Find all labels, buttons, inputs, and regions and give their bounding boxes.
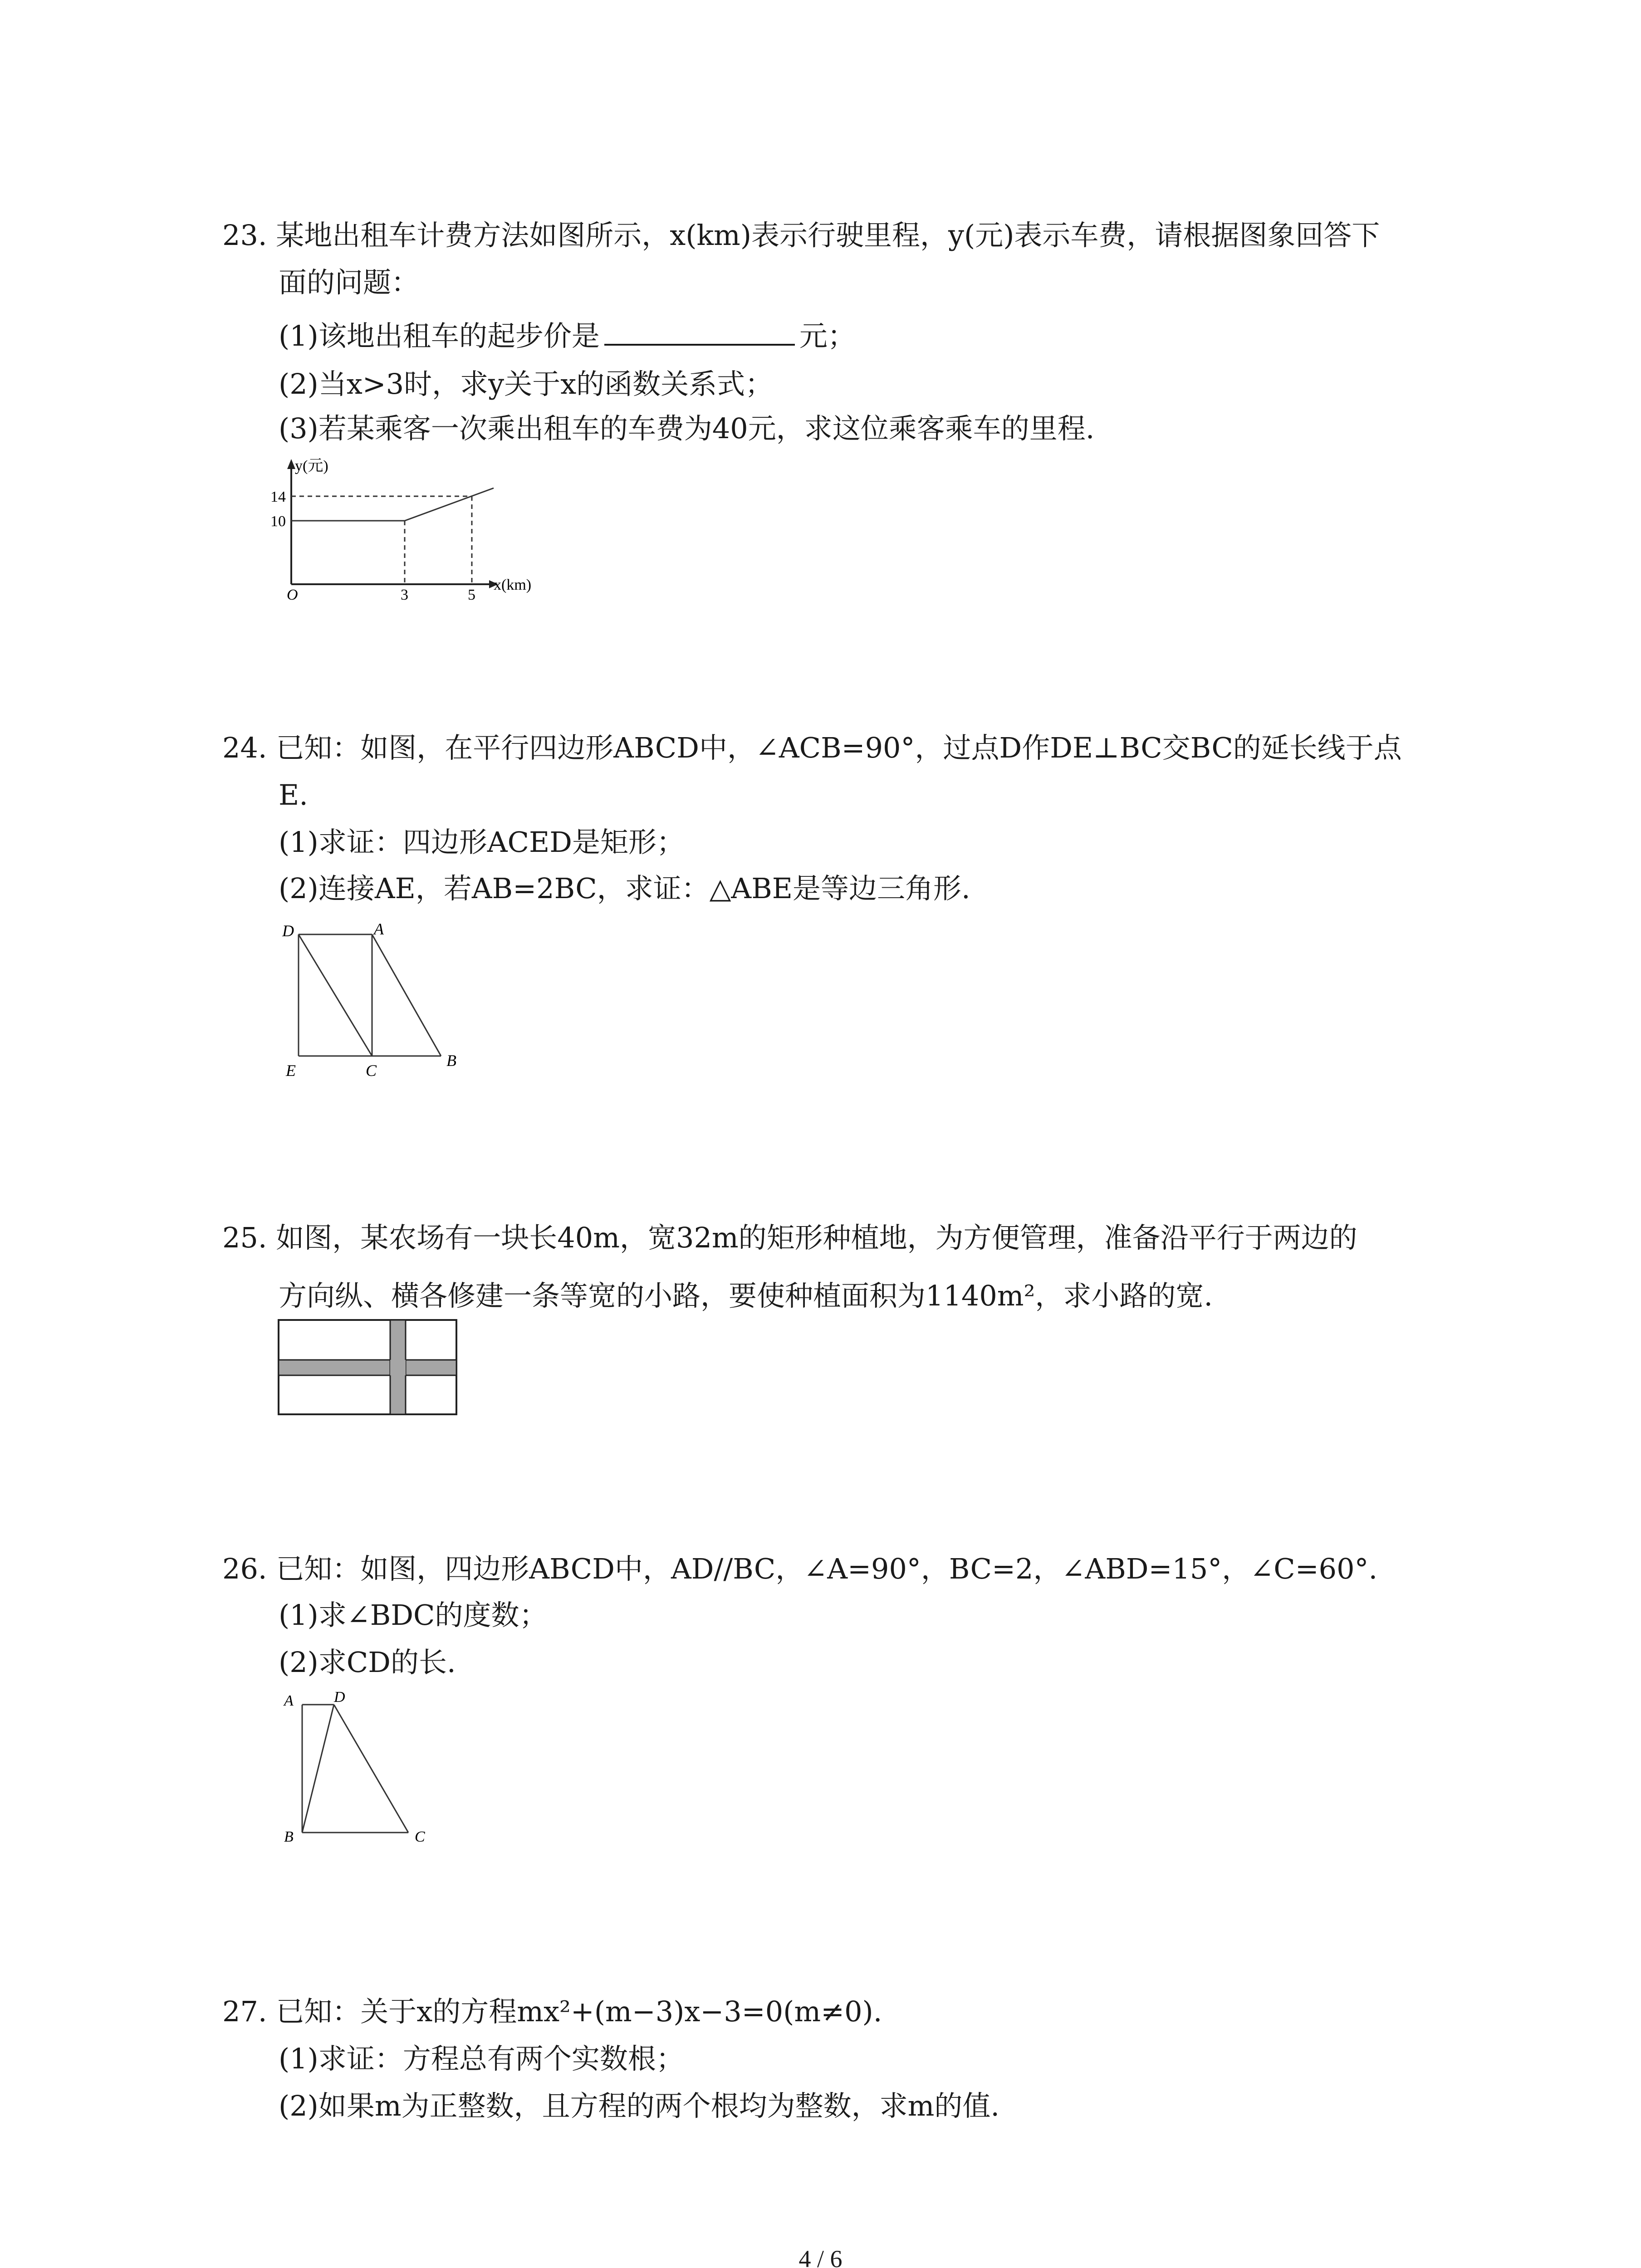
q23-part1-text: (1)该地出租车的起步价是 <box>279 319 600 352</box>
q23-answer-blank[interactable] <box>604 318 795 346</box>
q23-x-tick-5: 5 <box>468 587 475 603</box>
q23-y-tick-14: 14 <box>270 489 286 505</box>
q26-part2: (2)求CD的长. <box>279 1646 456 1679</box>
q26-quadrilateral-figure <box>277 1687 449 1851</box>
q24-part1: (1)求证：四边形ACED是矩形； <box>279 826 685 859</box>
page-number: 4 / 6 <box>798 2245 843 2268</box>
q24-label-b: B <box>446 1051 456 1070</box>
q27-part2: (2)如果m为正整数，且方程的两个根均为整数，求m的值. <box>279 2089 1000 2122</box>
q23-fare-graph <box>272 454 554 603</box>
q26-intro: 26. 已知：如图，四边形ABCD中，AD//BC，∠A=90°，BC=2，∠ABD=15°，∠C=60°. <box>222 1552 1378 1585</box>
q23-x-tick-3: 3 <box>401 587 408 603</box>
q26-label-a: A <box>284 1692 294 1709</box>
q26-label-b: B <box>284 1828 294 1845</box>
q24-intro-line1: 24. 已知：如图，在平行四边形ABCD中，∠ACB=90°，过点D作DE⊥BC交BC的延长线于点 <box>222 731 1402 764</box>
q23-part2: (2)当x>3时，求y关于x的函数关系式； <box>279 367 774 401</box>
q24-intro-line2: E. <box>279 778 308 811</box>
q23-y-axis-label: y(元) <box>295 458 328 474</box>
q23-x-axis-label: x(km) <box>494 577 532 593</box>
q23-y-tick-10: 10 <box>270 513 286 530</box>
q23-part1-unit: 元； <box>799 319 856 352</box>
q24-label-e: E <box>286 1061 296 1080</box>
q26-label-d: D <box>334 1689 345 1706</box>
q25-line2: 方向纵、横各修建一条等宽的小路，要使种植面积为1140m²，求小路的宽. <box>279 1279 1213 1312</box>
q26-label-c: C <box>415 1828 425 1845</box>
q24-parallelogram-figure <box>272 916 481 1089</box>
q24-label-d: D <box>282 922 294 940</box>
q23-intro-line1: 23. 某地出租车计费方法如图所示，x(km)表示行驶里程，y(元)表示车费，请根据图象回答下 <box>222 219 1380 252</box>
q23-part3: (3)若某乘客一次乘出租车的车费为40元，求这位乘客乘车的里程. <box>279 412 1095 445</box>
q23-origin-label: O <box>287 587 298 603</box>
q24-part2: (2)连接AE，若AB=2BC，求证：△ABE是等边三角形. <box>279 872 970 905</box>
q27-part1: (1)求证：方程总有两个实数根； <box>279 2042 684 2075</box>
q25-field-figure <box>278 1319 459 1416</box>
q25-line1: 25. 如图，某农场有一块长40m，宽32m的矩形种植地，为方便管理，准备沿平行于两边的 <box>222 1221 1357 1254</box>
q23-intro-line2: 面的问题： <box>279 266 420 299</box>
q24-label-a: A <box>374 920 384 938</box>
q26-part1: (1)求∠BDC的度数； <box>279 1598 548 1632</box>
q24-label-c: C <box>366 1061 377 1080</box>
q27-intro: 27. 已知：关于x的方程mx²+(m−3)x−3=0(m≠0). <box>222 1995 882 2028</box>
q23-part1 <box>279 318 856 354</box>
